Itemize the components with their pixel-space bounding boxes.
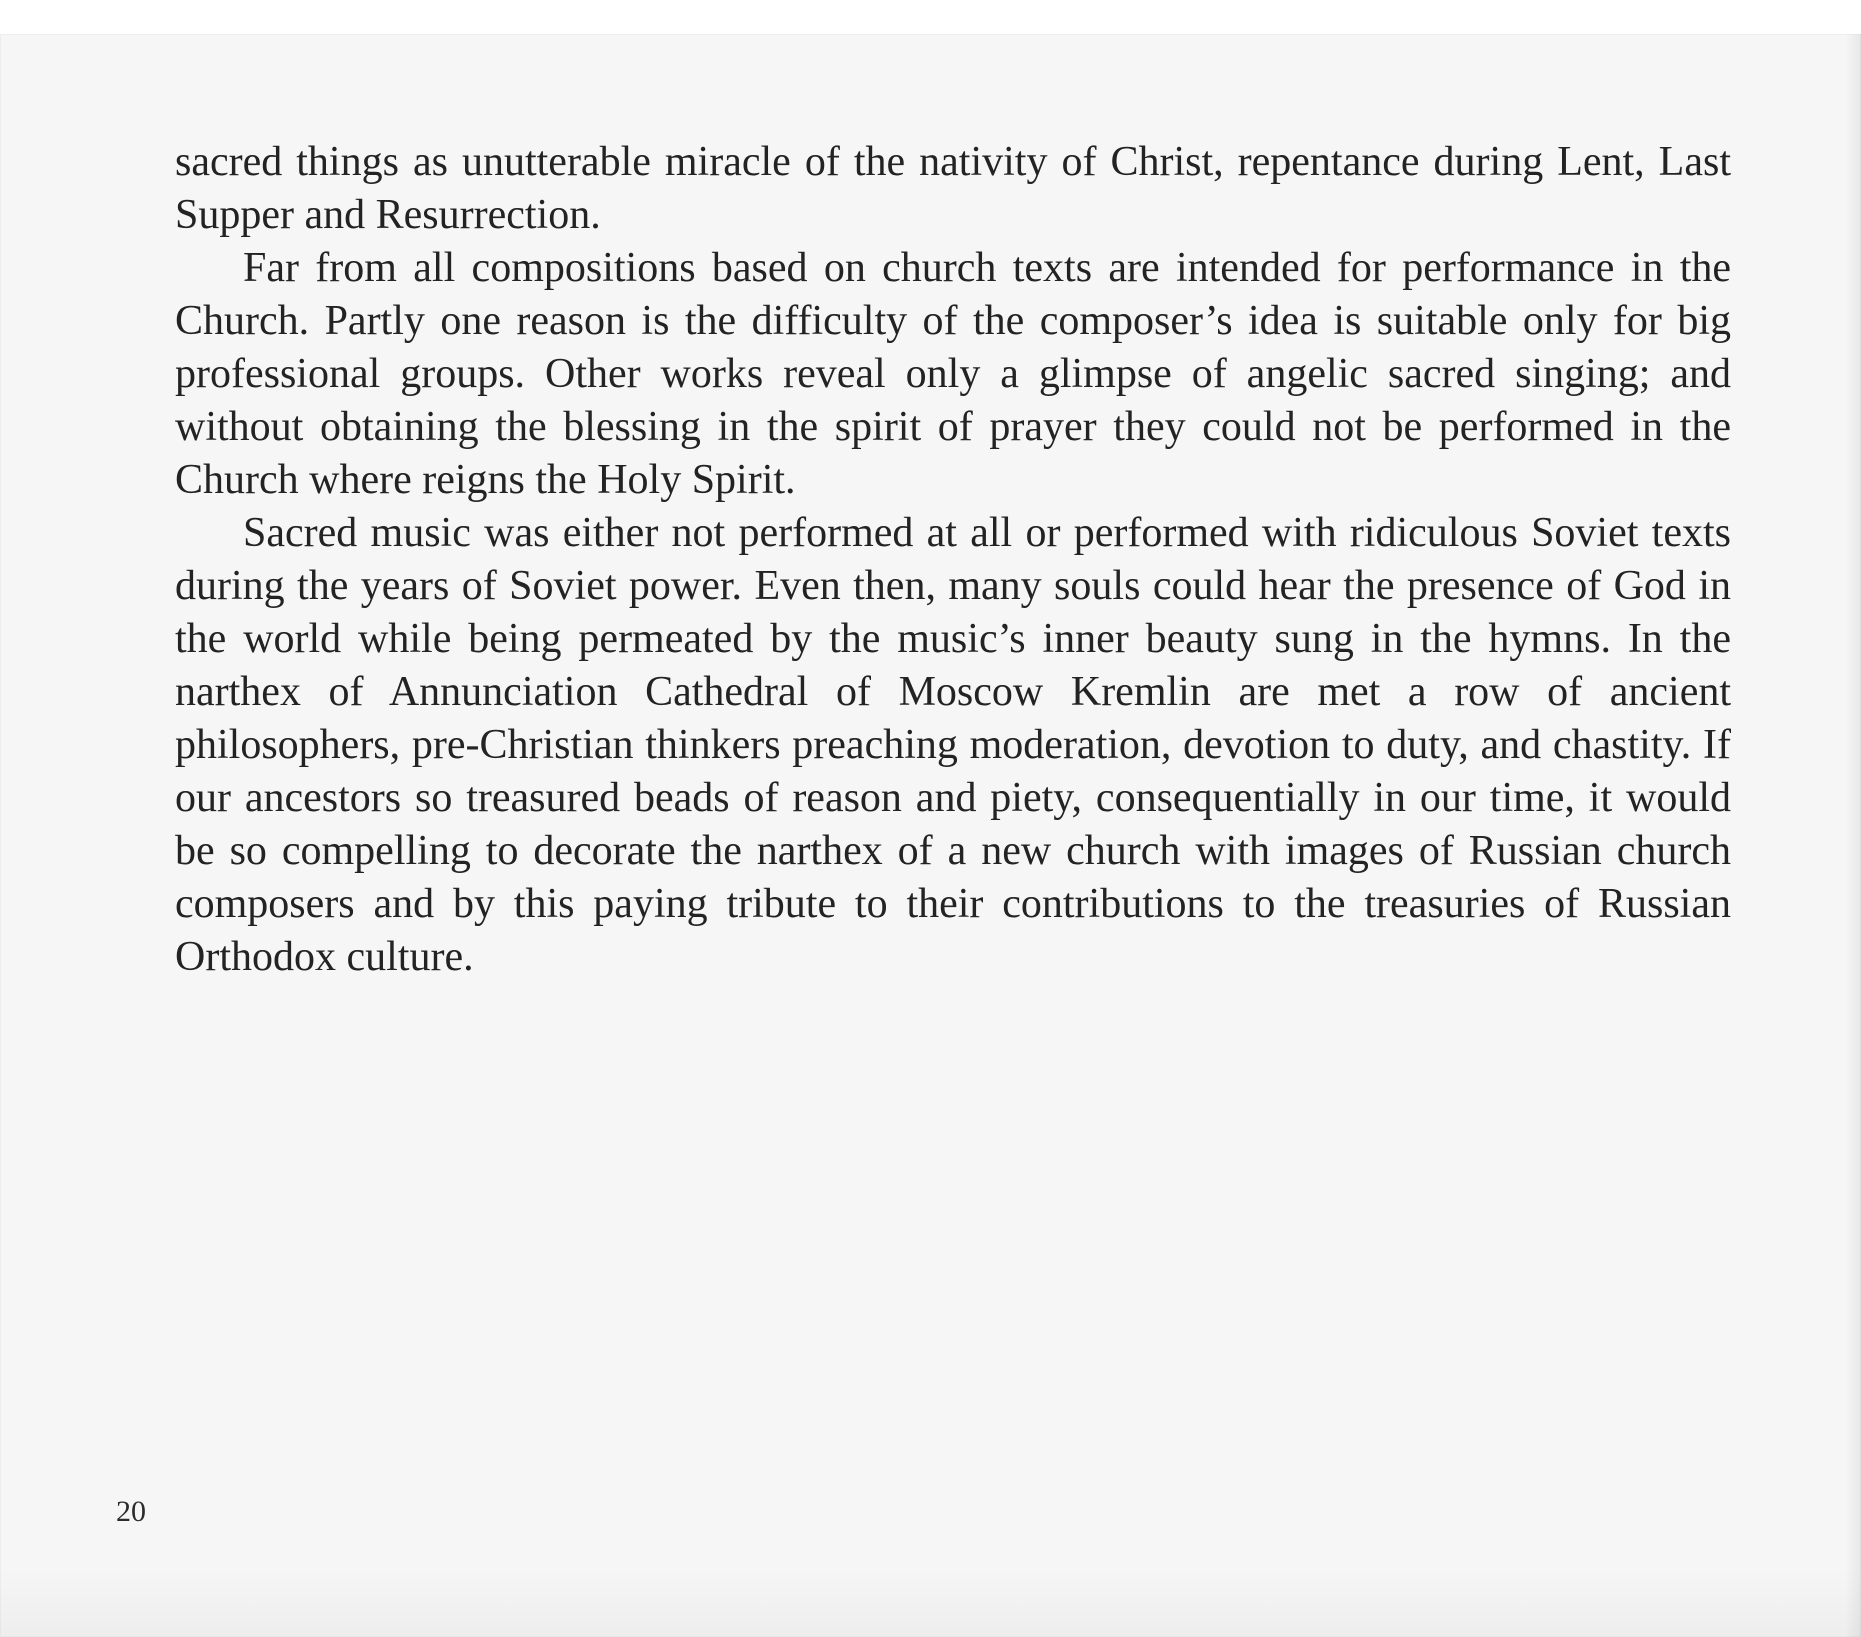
body-text xyxy=(175,136,1731,984)
page-number: 20 xyxy=(116,1495,146,1528)
page-edge-shadow xyxy=(1845,34,1861,1637)
page-bottom-shadow xyxy=(0,1567,1861,1637)
paragraph-continuation: sacred things as unutterable miracle of the nativity of Christ, repentance during Lent, Last Supper and Resurrection. xyxy=(175,139,1731,238)
paragraph-church-performance: Far from all compositions based on church texts are intended for performance in the Church. Partly one reason is the difficulty of the composer’s idea is suitable only for big professional groups. Other works reveal only a glimpse of angelic sacred singing; and without obtaining the blessing in the spirit of prayer they could not be performed in the Church where reigns the Holy Spirit. xyxy=(175,245,1731,503)
paragraph-soviet-era: Sacred music was either not performed at all or performed with ridiculous Soviet texts during the years of Soviet power. Even then, many souls could hear the presence of God in the world while being permeated by the music’s inner beauty sung in the hymns. In the narthex of Annunciation Cathedral of Moscow Kremlin are met a row of ancient philosophers, pre-Christian thinkers preaching moderation, devotion to duty, and chastity. If our ancestors so treasured beads of reason and piety, consequentially in our time, it would be so compelling to decorate the narthex of a new church with images of Russian church composers and by this paying tribute to their contributions to the treasuries of Russian Orthodox culture. xyxy=(175,510,1731,980)
